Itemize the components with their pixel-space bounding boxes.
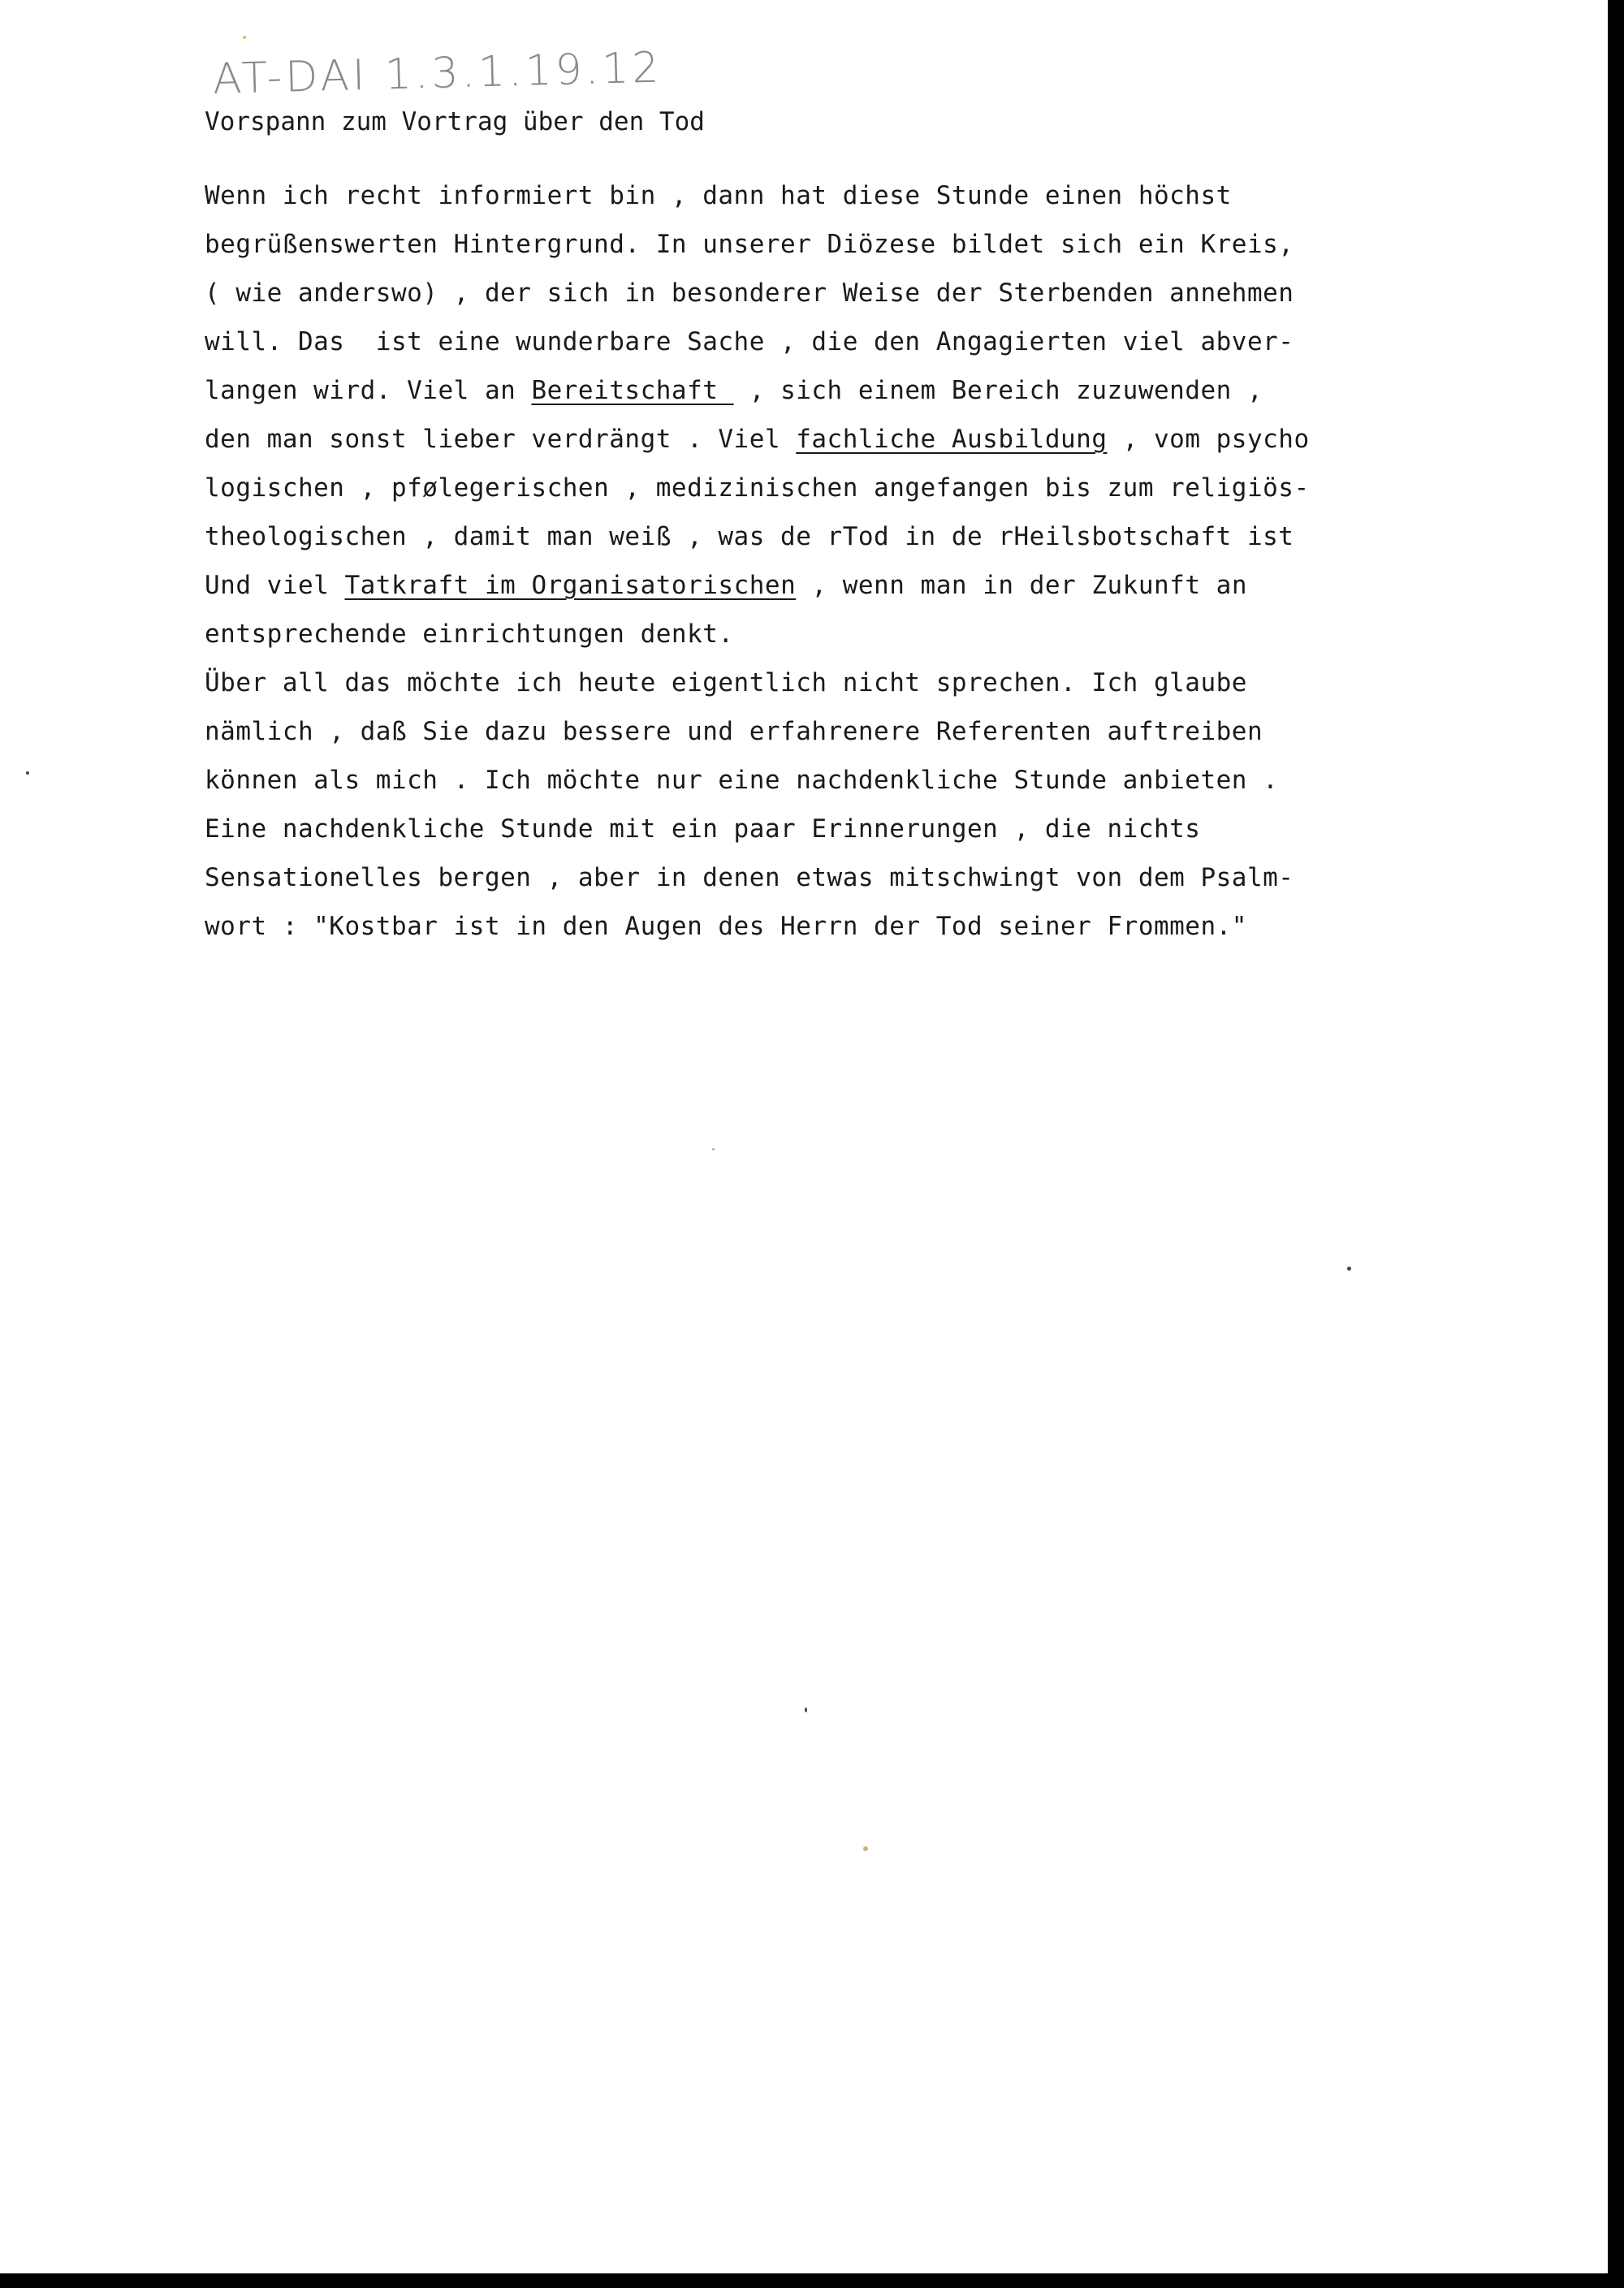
text-line — [205, 756, 1601, 805]
archive-signature-mark: AT-DAI 1.3.1.19.12 — [212, 43, 663, 104]
text-line — [205, 805, 1601, 853]
text-segment: Sensationelles bergen , aber in denen etwas mitschwingt von dem Psalm- — [205, 863, 1294, 892]
paper-speck — [863, 1846, 868, 1851]
text-segment: begrüßenswerten Hintergrund. In unserer Diözese bildet sich ein Kreis, — [205, 230, 1294, 259]
paper-speck — [243, 36, 246, 39]
text-line — [205, 561, 1601, 610]
text-line — [205, 902, 1601, 951]
text-segment: , sich einem Bereich zuzuwenden , — [733, 376, 1263, 405]
text-line — [205, 658, 1601, 707]
text-line — [205, 366, 1601, 415]
text-line — [205, 269, 1601, 317]
text-line — [205, 853, 1601, 902]
document-title: Vorspann zum Vortrag über den Tod — [205, 107, 705, 136]
text-segment: langen wird. Viel an — [205, 376, 532, 405]
text-line — [205, 171, 1601, 220]
text-segment: , wenn man in der Zukunft an — [796, 571, 1247, 600]
text-line — [205, 610, 1601, 658]
text-segment: Eine nachdenkliche Stunde mit ein paar Erinnerungen , die nichts — [205, 814, 1201, 844]
text-line — [205, 512, 1601, 561]
paper-speck — [26, 771, 29, 775]
text-segment: nämlich , daß Sie dazu bessere und erfahrenere Referenten auftreiben — [205, 717, 1263, 746]
text-line — [205, 317, 1601, 366]
text-segment: können als mich . Ich möchte nur eine nachdenkliche Stunde anbieten . — [205, 766, 1279, 795]
paper-speck — [1347, 1267, 1351, 1271]
underlined-phrase: fachliche Ausbildung — [796, 425, 1108, 454]
underlined-phrase: Bereitschaft — [531, 376, 734, 405]
text-segment: theologischen , damit man weiß , was de rTod in de rHeilsbotschaft ist — [205, 522, 1294, 551]
scan-border — [1608, 0, 1624, 2288]
text-segment: entsprechende einrichtungen denkt. — [205, 619, 734, 649]
text-segment: , vom psycho — [1107, 425, 1310, 454]
text-segment: Über all das möchte ich heute eigentlich nicht sprechen. Ich glaube — [205, 668, 1247, 697]
text-segment: Wenn ich recht informiert bin , dann hat diese Stunde einen höchst — [205, 181, 1232, 210]
text-line — [205, 415, 1601, 464]
text-segment: Und viel — [205, 571, 345, 600]
text-segment: will. Das ist eine wunderbare Sache , die den Angagierten viel abver- — [205, 327, 1294, 356]
paper-speck — [712, 1148, 715, 1150]
text-line — [205, 707, 1601, 756]
text-line — [205, 220, 1601, 269]
paper-speck — [805, 1707, 807, 1712]
text-line — [205, 464, 1601, 512]
text-segment: ( wie anderswo) , der sich in besonderer Weise der Sterbenden annehmen — [205, 278, 1294, 308]
document-body — [205, 171, 1601, 951]
underlined-phrase: Tatkraft im Organisatorischen — [344, 571, 797, 600]
text-segment: logischen , pfølegerischen , medizinischen angefangen bis zum religiös- — [205, 473, 1310, 503]
text-segment: wort : "Kostbar ist in den Augen des Herrn der Tod seiner Frommen." — [205, 912, 1247, 941]
text-segment: den man sonst lieber verdrängt . Viel — [205, 425, 797, 454]
